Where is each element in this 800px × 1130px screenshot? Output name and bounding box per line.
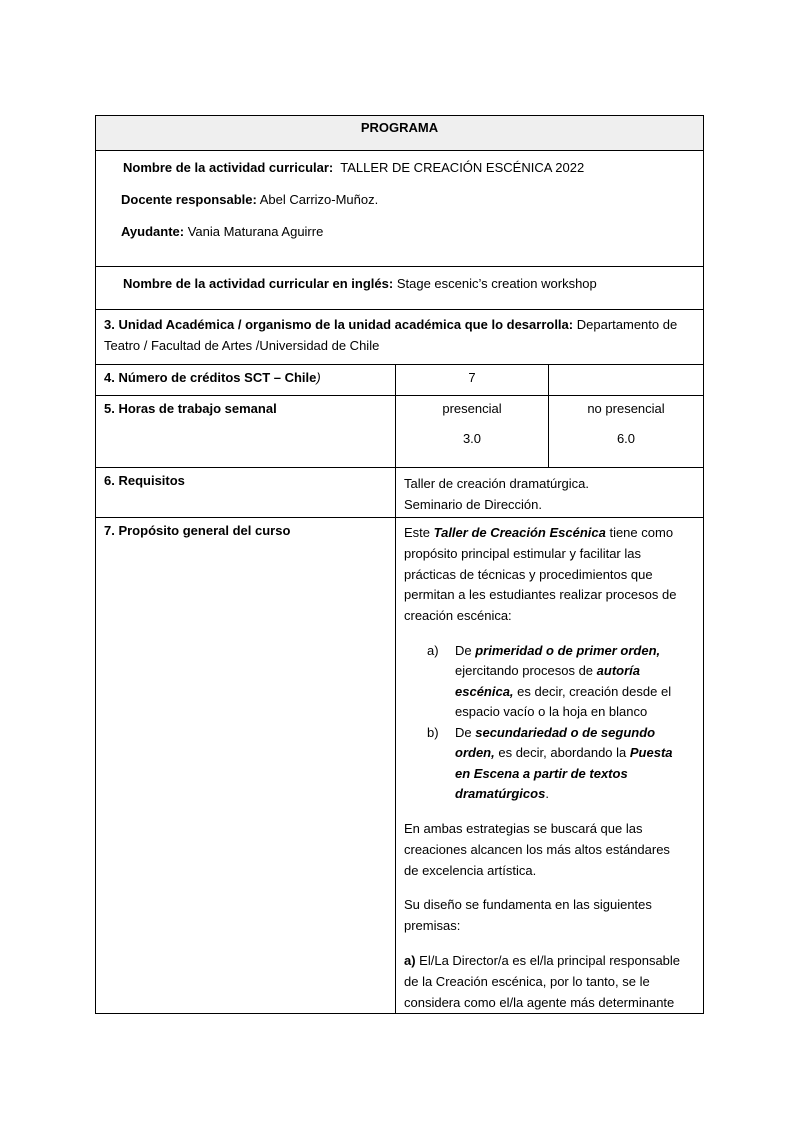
purpose-label: 7. Propósito general del curso xyxy=(104,523,291,538)
program-title: PROGRAMA xyxy=(360,120,439,135)
teacher-label: Docente responsable: xyxy=(121,192,257,207)
credits-label-cell xyxy=(96,365,396,396)
assistant-value: Vania Maturana Aguirre xyxy=(187,224,324,239)
activity-name-value: TALLER DE CREACIÓN ESCÉNICA 2022 xyxy=(340,160,585,175)
purpose-list xyxy=(404,641,684,805)
purpose-label-cell xyxy=(96,518,396,1014)
assistant-label: Ayudante: xyxy=(121,224,185,239)
unit-cell xyxy=(96,310,704,365)
requisites-value-cell xyxy=(396,468,704,518)
teacher-value: Abel Carrizo-Muñoz. xyxy=(259,192,379,207)
activity-info-cell xyxy=(96,151,704,267)
purpose-value-cell xyxy=(396,518,704,1014)
purpose-paragraph: a) El/La Director/a es el/la principal responsable de la Creación escénica, por lo tanto, se le considera como el/la agente más determinante xyxy=(404,952,681,1010)
english-name-cell xyxy=(96,267,704,310)
activity-name-line xyxy=(96,151,703,175)
presencial-cell xyxy=(396,396,549,468)
unit-value: Departamento de Teatro / Facultad de Artes /Universidad de Chile xyxy=(104,317,678,353)
requisite-item: Seminario de Dirección. xyxy=(404,497,543,512)
credits-value: 7 xyxy=(468,370,476,385)
list-item: b) De secundariedad o de segundo orden, es decir, abordando la Puesta en Escena a partir de textos dramatúrgicos. xyxy=(427,724,673,802)
purpose-paragraph: Su diseño se fundamenta en las siguientes premisas: xyxy=(404,897,652,934)
assistant-line xyxy=(96,207,703,239)
purpose-paragraph: En ambas estrategias se buscará que las creaciones alcancen los más altos estándares de excelencia artística. xyxy=(404,820,670,878)
english-name-value: Stage escenic’s creation workshop xyxy=(396,276,597,291)
no-presencial-cell xyxy=(549,396,704,468)
hours-label: 5. Horas de trabajo semanal xyxy=(104,401,277,416)
hours-label-cell xyxy=(96,396,396,468)
requisites-label-cell xyxy=(96,468,396,518)
requisite-item: Taller de creación dramatúrgica. xyxy=(404,476,589,491)
no-presencial-label: no presencial xyxy=(587,401,665,416)
purpose-intro: Este Taller de Creación Escénica tiene como propósito principal estimular y facilitar las prácticas de técnicas y procedimientos que permitan a les estudiantes realizar procesos de creación escénica: xyxy=(404,525,677,624)
no-presencial-value: 6.0 xyxy=(616,431,636,446)
credits-label: 4. Número de créditos SCT – Chile xyxy=(104,370,317,385)
unit-label: 3. Unidad Académica / organismo de la unidad académica que lo desarrolla: xyxy=(104,317,574,332)
program-document xyxy=(95,115,703,1014)
credits-empty-cell xyxy=(549,365,704,396)
program-table xyxy=(95,115,704,1014)
program-header xyxy=(96,116,704,151)
presencial-label: presencial xyxy=(442,401,502,416)
requisites-label: 6. Requisitos xyxy=(104,473,185,488)
activity-name-label: Nombre de la actividad curricular: xyxy=(123,160,334,175)
list-item: a) De primeridad o de primer orden, ejercitando procesos de autoría escénica, es decir, creación desde el espacio vacío o la hoja en blanco xyxy=(427,642,672,720)
teacher-line xyxy=(96,175,703,207)
english-name-label: Nombre de la actividad curricular en inglés: xyxy=(123,276,394,291)
credits-suffix: ) xyxy=(316,370,321,385)
presencial-value: 3.0 xyxy=(462,431,482,446)
credits-value-cell xyxy=(396,365,549,396)
